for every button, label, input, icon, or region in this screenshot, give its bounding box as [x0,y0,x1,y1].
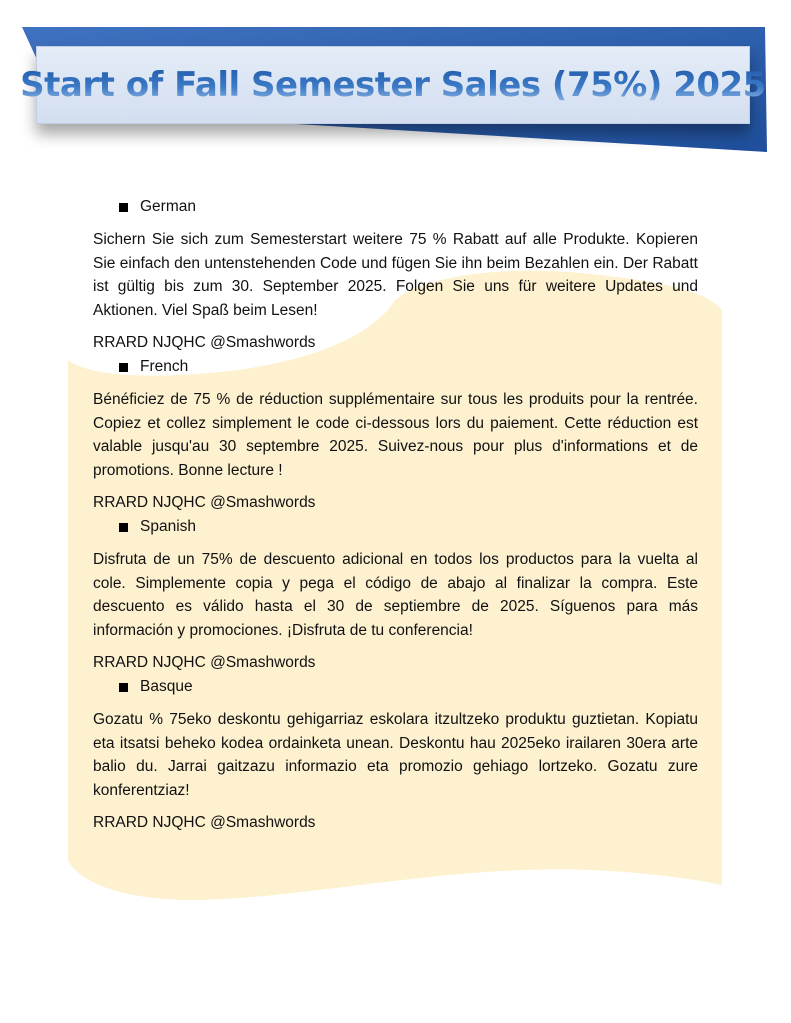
promo-paragraph: Gozatu % 75eko deskontu gehigarriaz eskolara itzultzeko produktu guztietan. Kopiatu eta itsatsi beheko kodea ordainketa unean. Deskontu hau 2025eko irailaren 30era arte balio du. Jarrai gaitzazu informazio eta promozio gehiago lortzeko. Gozatu zure konferentziaz! [93,711,698,799]
section-german [93,194,698,354]
coupon-code: RRARD NJQHC @Smashwords [93,494,316,511]
square-bullet-icon [119,683,128,692]
language-label: Spanish [140,518,197,535]
content-body [93,194,698,834]
language-heading [119,354,698,380]
coupon-code: RRARD NJQHC @Smashwords [93,814,316,831]
promo-paragraph: Sichern Sie sich zum Semesterstart weitere 75 % Rabatt auf alle Produkte. Kopieren Sie einfach den untenstehenden Code und fügen Sie ihn beim Bezahlen ein. Der Rabatt ist gültig bis zum 30. September 2025. Folgen Sie uns für weitere Updates und Aktionen. Viel Spaß beim Lesen! [93,231,698,319]
square-bullet-icon [119,523,128,532]
page-title: Start of Fall Semester Sales (75%) 2025 [20,65,766,105]
language-label: French [140,358,189,375]
language-heading [119,514,698,540]
promo-paragraph: Bénéficiez de 75 % de réduction supplémentaire sur tous les produits pour la rentrée. Copiez et collez simplement le code ci-dessous lors du paiement. Cette réduction est valable jusqu'au 30 septembre 2025. Suivez-nous pour plus d'informations et de promotions. Bonne lecture ! [93,391,698,479]
section-spanish [93,514,698,674]
title-banner [20,46,766,124]
square-bullet-icon [119,203,128,212]
promo-paragraph: Disfruta de un 75% de descuento adicional en todos los productos para la vuelta al cole. Simplemente copia y pega el código de abajo al finalizar la compra. Este descuento es válido hasta el 30 de septiembre de 2025. Síguenos para más información y promociones. ¡Disfruta de tu conferencia! [93,551,698,639]
square-bullet-icon [119,363,128,372]
section-basque [93,674,698,834]
coupon-code: RRARD NJQHC @Smashwords [93,334,316,351]
language-label: Basque [140,678,193,695]
section-french [93,354,698,514]
language-heading [119,674,698,700]
language-heading [119,194,698,220]
coupon-code: RRARD NJQHC @Smashwords [93,654,316,671]
language-label: German [140,198,196,215]
